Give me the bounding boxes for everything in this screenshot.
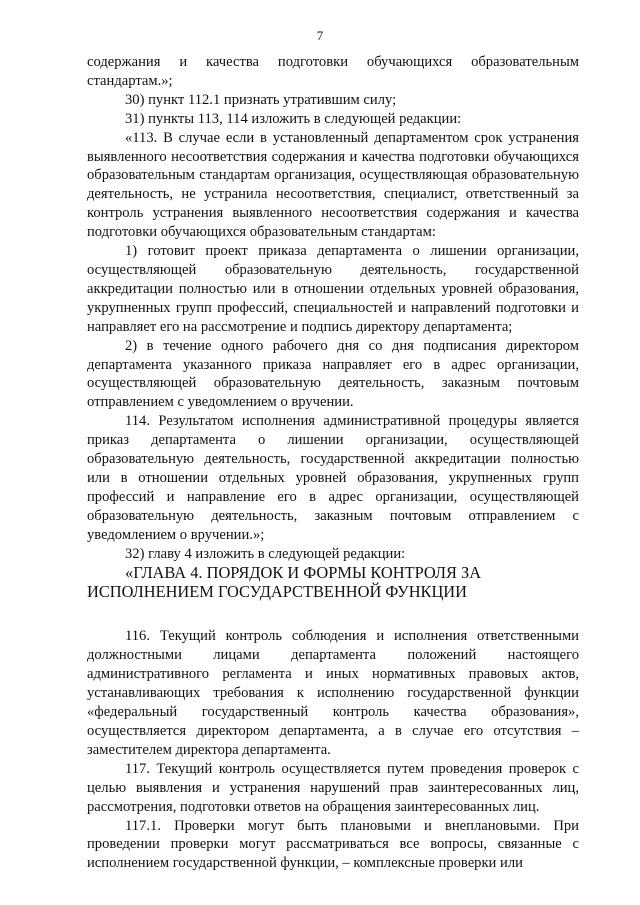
paragraph-item-31: 31) пункты 113, 114 изложить в следующей редакции: [125, 110, 462, 127]
paragraph-item-32: 32) главу 4 изложить в следующей редакции: [125, 545, 406, 562]
paragraph-clause-116: 116. Текущий контроль соблюдения и исполнения ответственными должностными лицами департамента положений настоящего административного регламента и иных нормативных правовых актов, устанавливающих требования к исполнению государственной функции «федеральный государственный контроль качества образования», осуществляется директором департамента, а в случае его отсутствия – заместителем директора департамента. [87, 628, 579, 758]
paragraph-clause-117-1: 117.1. Проверки могут быть плановыми и внеплановыми. При проведении проверки могут рассматриваться все вопросы, связанные с исполнением государственной функции, – комплексные проверки или [87, 817, 579, 872]
paragraph-clause-113: «113. В случае если в установленный департаментом срок устранения выявленного несоответствия содержания и качества подготовки обучающихся образовательным стандартам организация, осуществляющая образовательную деятельность, не устранила несоответствия, специалист, ответственный за контроль устранения выявленного несоответствия содержания и качества подготовки обучающихся образовательным стандартам: [87, 129, 579, 241]
page-number: 7 [316, 28, 324, 43]
paragraph-item-30: 30) пункт 112.1 признать утратившим силу; [125, 91, 397, 108]
document-body [87, 53, 579, 873]
paragraph-continuation: содержания и качества подготовки обучающихся образовательным стандартам.»; [87, 54, 579, 89]
paragraph-clause-117: 117. Текущий контроль осуществляется путем проведения проверок с целью выявления и устранения нарушений прав заинтересованных лиц, рассмотрения, подготовки ответов на обращения заинтересованных лиц. [87, 760, 579, 815]
chapter-heading: «ГЛАВА 4. ПОРЯДОК И ФОРМЫ КОНТРОЛЯ ЗА ИСПОЛНЕНИЕМ ГОСУДАРСТВЕННОЙ ФУНКЦИИ [87, 563, 482, 602]
paragraph-clause-114: 114. Результатом исполнения административной процедуры является приказ департамента о лишении организации, осуществляющей образовательную деятельность, государственной аккредитации полностью или в отношении отдельных уровней образования, укрупненных групп профессий и направление его в адрес организации, осуществляющей образовательную деятельность, заказным почтовым отправлением с уведомлением о вручении.»; [87, 413, 579, 543]
paragraph-clause-113-2: 2) в течение одного рабочего дня со дня подписания директором департамента указанного приказа направляет его в адрес организации, осуществляющей образовательную деятельность, заказным почтовым отправлением с уведомлением о вручении. [87, 337, 579, 411]
heading-spacer [87, 601, 579, 627]
paragraph-clause-113-1: 1) готовит проект приказа департамента о лишении организации, осуществляющей образовательную деятельность, государственной аккредитации полностью или в отношении отдельных уровней образования, укрупненных групп профессий, специальностей и направлений подготовки и направляет его на рассмотрение и подпись директору департамента; [87, 243, 579, 335]
